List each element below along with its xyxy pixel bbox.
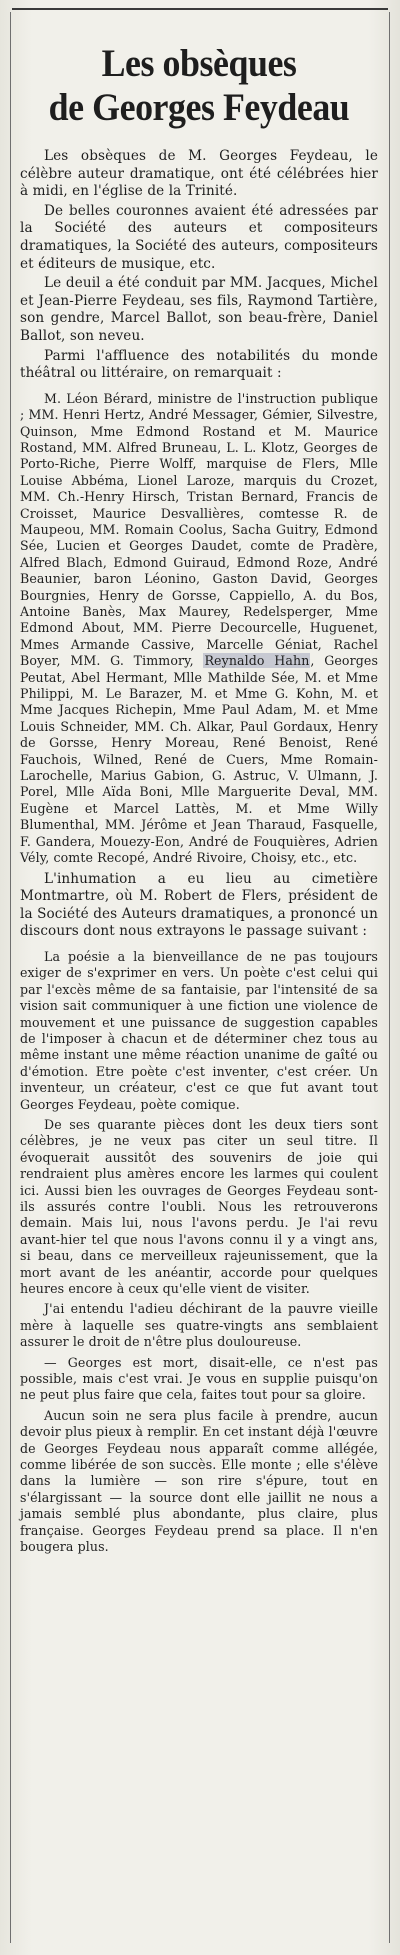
- headline-line-1: Les obsèques: [101, 42, 297, 85]
- highlighted-name: Reynaldo Hahn: [204, 653, 310, 669]
- article-headline: [34, 42, 363, 130]
- speech-paragraph: — Georges est mort, disait-elle, ce n'est pas possible, mais c'est vrai. Je vous en supplie puisqu'on ne peut plus faire que cela, faites tout pour sa gloire.: [20, 1354, 378, 1403]
- speech-paragraph: J'ai entendu l'adieu déchirant de la pauvre vieille mère à laquelle ses quatre-vingts ans semblaient assurer le droit de n'être plus douloureuse.: [20, 1301, 378, 1350]
- top-rule: [12, 8, 388, 10]
- speech-paragraph: La poésie a la bienveillance de ne pas toujours exiger de s'exprimer en vers. Un poète c'est celui qui par l'excès même de sa fantaisie, par l'intensité de sa vision sait communiquer à une fiction une violence de mouvement et une puissance de suggestion capables de l'imposer à chacun et de déterminer chez tous au même instant une même réaction unanime de gaîté ou d'émotion. Etre poète c'est inventer, c'est créer. Un inventeur, un créateur, c'est ce que fut avant tout Georges Feydeau, poète comique.: [20, 948, 378, 1112]
- paragraph-inhumation: L'inhumation a eu lieu au cimetière Montmartre, où M. Robert de Flers, président de la Société des Auteurs dramatiques, a prononcé un discours dont nous extrayons le passage suivant :: [20, 870, 378, 940]
- attendees-list: [20, 391, 378, 867]
- attendees-list-part-1: M. Léon Bérard, ministre de l'instruction publique ; MM. Henri Hertz, André Messager, Gémier, Silvestre, Quinson, Mme Edmond Rostand et M. Maurice Rostand, MM. Alfred Bruneau, L. L. Klotz, Georges de Porto-Riche, Pierre Wolff, marquise de Flers, Mlle Louise Abbéma, Lionel Laroze, marquis du Crozet, MM. Ch.-Henry Hirsch, Tristan Bernard, Francis de Croisset, Maurice Desvallières, comtesse R. de Maupeou, MM. Romain Coolus, Sacha Guitry, Edmond Sée, Lucien et Georges Daudet, comte de Pradère, Alfred Blach, Edmond Guiraud, Edmond Roze, André Beaunier, baron Léonino, Gaston David, Georges Bourgnies, Henry de Gorsse, Cappiello, A. du Bos, Antoine Banès, Max Maurey, Redelsperger, Mme Edmond About, MM. Pierre Decourcelle, Huguenet, Mmes Armande Cassive, Marcelle Géniat, Rachel Boyer, MM. G. Timmory,: [20, 390, 378, 669]
- paragraph-wreaths: De belles couronnes avaient été adressées par la Société des auteurs et compositeurs dramatiques, la Société des auteurs, compositeurs et éditeurs de musique, etc.: [20, 202, 378, 272]
- paragraph-mourning: Le deuil a été conduit par MM. Jacques, Michel et Jean-Pierre Feydeau, ses fils, Raymond Tartière, son gendre, Marcel Ballot, son beau-frère, Daniel Ballot, son neveu.: [20, 275, 378, 344]
- speech-paragraph: Aucun soin ne sera plus facile à prendre, aucun devoir plus pieux à remplir. En cet instant déjà l'œuvre de Georges Feydeau nous apparaît comme allégée, comme libérée de son succès. Elle monte ; elle s'élève dans la lumière — son rire s'épure, tout en s'élargissant — la source dont elle jaillit ne nous a jamais semblé plus abondante, plus claire, plus française. Georges Feydeau prend sa place. Il n'en bougera plus.: [20, 1407, 378, 1555]
- left-column-rule: [10, 12, 11, 1943]
- attendees-list-part-2: , Georges Peutat, Abel Hermant, Mlle Mathilde Sée, M. et Mme Philippi, M. Le Barazer, M. et Mme G. Kohn, M. et Mme Jacques Richepin, Mme Paul Adam, M. et Mme Louis Schneider, MM. Ch. Alkar, Paul Gordaux, Henry de Gorsse, Henry Moreau, René Benoist, René Fauchois, Wilned, René de Cuers, Mme Romain-Larochelle, Marius Gabion, G. Astruc, V. Ulmann, J. Porel, Mlle Aïda Boni, Mlle Marguerite Deval, MM. Eugène et Marcel Lattès, M. et Mme Willy Blumenthal, MM. Jérôme et Jean Tharaud, Fasquelle, F. Gandera, Mouezy-Eon, André de Fouquières, Adrien Vély, comte Recopé, André Rivoire, Choisy, etc., etc.: [20, 653, 379, 866]
- right-column-rule: [389, 12, 390, 1943]
- paragraph-funeral: Les obsèques de M. Georges Feydeau, le célèbre auteur dramatique, ont été célébrées hier à midi, en l'église de la Trinité.: [20, 148, 378, 200]
- speech-paragraph: De ses quarante pièces dont les deux tiers sont célèbres, je ne veux pas citer un seul titre. Il évoquerait aussitôt des souvenirs de joie qui rendraient plus amères encore les larmes qui coulent ici. Aussi bien les ouvrages de Georges Feydeau sont-ils assurés contre l'oubli. Nous les retrouverons demain. Mais lui, nous l'avons perdu. Je l'ai revu avant-hier tel que nous l'avons connu il y a vingt ans, si beau, dans ce merveilleux rajeunissement, que la mort avant de les anéantir, accorde pour quelques heures encore à ceux qu'elle vient de visiter.: [20, 1116, 378, 1296]
- headline-line-2: de Georges Feydeau: [48, 86, 350, 129]
- paragraph-attendance-intro: Parmi l'affluence des notabilités du monde théâtral ou littéraire, on remarquait :: [20, 347, 378, 382]
